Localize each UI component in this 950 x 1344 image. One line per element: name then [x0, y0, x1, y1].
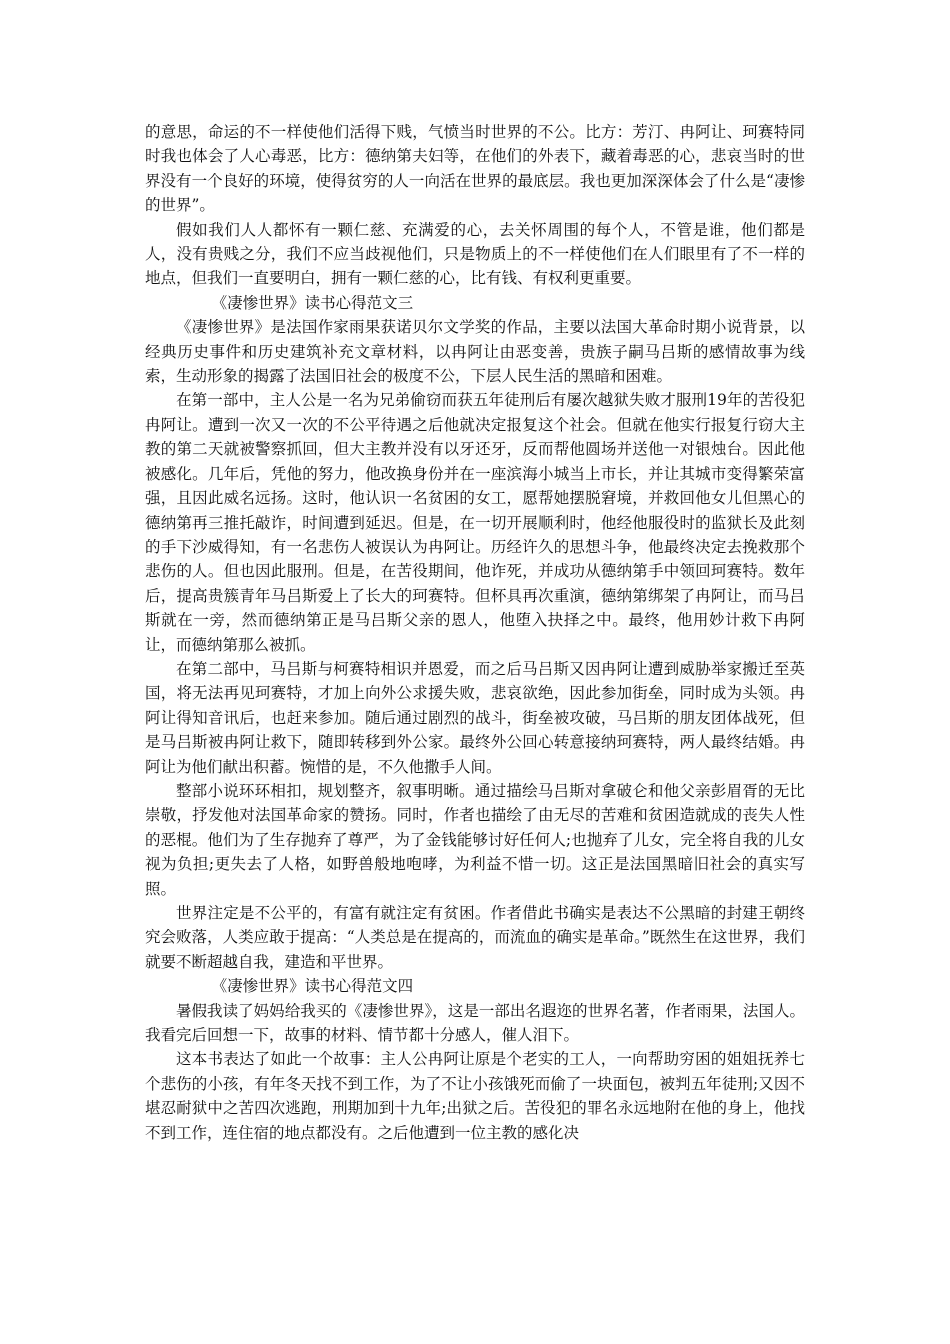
paragraph-8: 暑假我读了妈妈给我买的《凄惨世界》，这是一部出名遐迩的世界名著，作者雨果，法国人。我看完后回想一下，故事的材料、情节都十分感人，催人泪下。: [145, 1001, 805, 1045]
paragraph-1: 的意思，命运的不一样使他们活得下贱，气愤当时世界的不公。比方：芳汀、冉阿让、珂赛特同时我也体会了人心毒恶，比方：德纳第夫妇等，在他们的外表下，藏着毒恶的心，悲哀当时的世界没有一个良好的环境，使得贫穷的人一向活在世界的最底层。我也更加深深体会了什么是“凄惨的世界”。: [145, 123, 805, 215]
section-heading-3: 《凄惨世界》读书心得范文三: [211, 293, 414, 312]
paragraph-3: 《凄惨世界》是法国作家雨果获诺贝尔文学奖的作品，主要以法国大革命时期小说背景，以经典历史事件和历史建筑补充文章材料，以冉阿让由恶变善，贵族子嗣马吕斯的感情故事为线索，生动形象的揭露了法国旧社会的极度不公，下层人民生活的黑暗和困难。: [145, 318, 805, 386]
paragraph-2: 假如我们人人都怀有一颗仁慈、充满爱的心，去关怀周围的每个人，不管是谁，他们都是人，没有贵贱之分，我们不应当歧视他们，只是物质上的不一样使他们在人们眼里有了不一样的地点，但我们一直要明白，拥有一颗仁慈的心，比有钱、有权利更重要。: [145, 220, 805, 288]
section-heading-4: 《凄惨世界》读书心得范文四: [211, 977, 414, 996]
paragraph-7: 世界注定是不公平的，有富有就注定有贫困。作者借此书确实是表达不公黑暗的封建王朝终究会败落，人类应敢于提高：“人类总是在提高的，而流血的确实是革命。”既然生在这世界，我们就要不断超越自我，建造和平世界。: [145, 904, 805, 971]
paragraph-5: 在第二部中，马吕斯与柯赛特相识并恩爱，而之后马吕斯又因冉阿让遭到威胁举家搬迁至英国，将无法再见珂赛特，才加上向外公求援失败，悲哀欲绝，因此参加街垒，同时成为头领。冉阿让得知音讯后，也赶来参加。随后通过剧烈的战斗，街垒被攻破，马吕斯的朋友团体战死，但是马吕斯被冉阿让救下，随即转移到外公家。最终外公回心转意接纳珂赛特，两人最终结婚。冉阿让为他们献出积蓄。惋惜的是，不久他撒手人间。: [145, 659, 805, 776]
paragraph-9: 这本书表达了如此一个故事：主人公冉阿让原是个老实的工人，一向帮助穷困的姐姐抚养七个悲伤的小孩，有年冬天找不到工作，为了不让小孩饿死而偷了一块面包，被判五年徒刑;又因不堪忍耐狱中之苦四次逃跑，刑期加到十九年;出狱之后。苦役犯的罪名永远地附在他的身上，他找不到工作，连住宿的地点都没有。之后他遭到一位主教的感化决: [145, 1050, 805, 1142]
paragraph-4: 在第一部中，主人公是一名为兄弟偷窃而获五年徒刑后有屡次越狱失败才服刑19年的苦役犯冉阿让。遭到一次又一次的不公平待遇之后他就决定报复这个社会。但就在他实行报复行窃大主教的第二天就被警察抓回，但大主教并没有以牙还牙，反而帮他圆场并送他一对银烛台。因此他被感化。几年后，凭他的努力，他改换身份并在一座滨海小城当上市长，并让其城市变得繁荣富强，且因此威名远扬。这时，他认识一名贫困的女工，愿帮她摆脱窘境，并救回他女儿但黑心的德纳第再三推托敲诈，时间遭到延迟。但是，在一切开展顺利时，他经他服役时的监狱长及此刻的手下沙威得知，有一名悲伤人被误认为冉阿让。历经许久的思想斗争，他最终决定去挽救那个悲伤的人。但也因此服刑。但是，在苦役期间，他诈死，并成功从德纳第手中领回珂赛特。数年后，提高贵簇青年马吕斯爱上了长大的珂赛特。但杯具再次重演，德纳第绑架了冉阿让，而马吕斯就在一旁，然而德纳第正是马吕斯父亲的恩人，他堕入抉择之中。最终，他用妙计救下冉阿让，而德纳第那么被抓。: [145, 391, 805, 654]
paragraph-6: 整部小说环环相扣，规划整齐，叙事明晰。通过描绘马吕斯对拿破仑和他父亲彭眉胥的无比崇敬，抒发他对法国革命家的赞扬。同时，作者也描绘了由无尽的苦难和贫困造就成的丧失人性的恶棍。他们为了生存抛弃了尊严，为了金钱能够讨好任何人;也抛弃了儿女，完全将自我的儿女视为负担;更失去了人格，如野兽般地咆哮，为利益不惜一切。这正是法国黑暗旧社会的真实写照。: [145, 781, 805, 898]
document-page: [145, 120, 805, 1145]
